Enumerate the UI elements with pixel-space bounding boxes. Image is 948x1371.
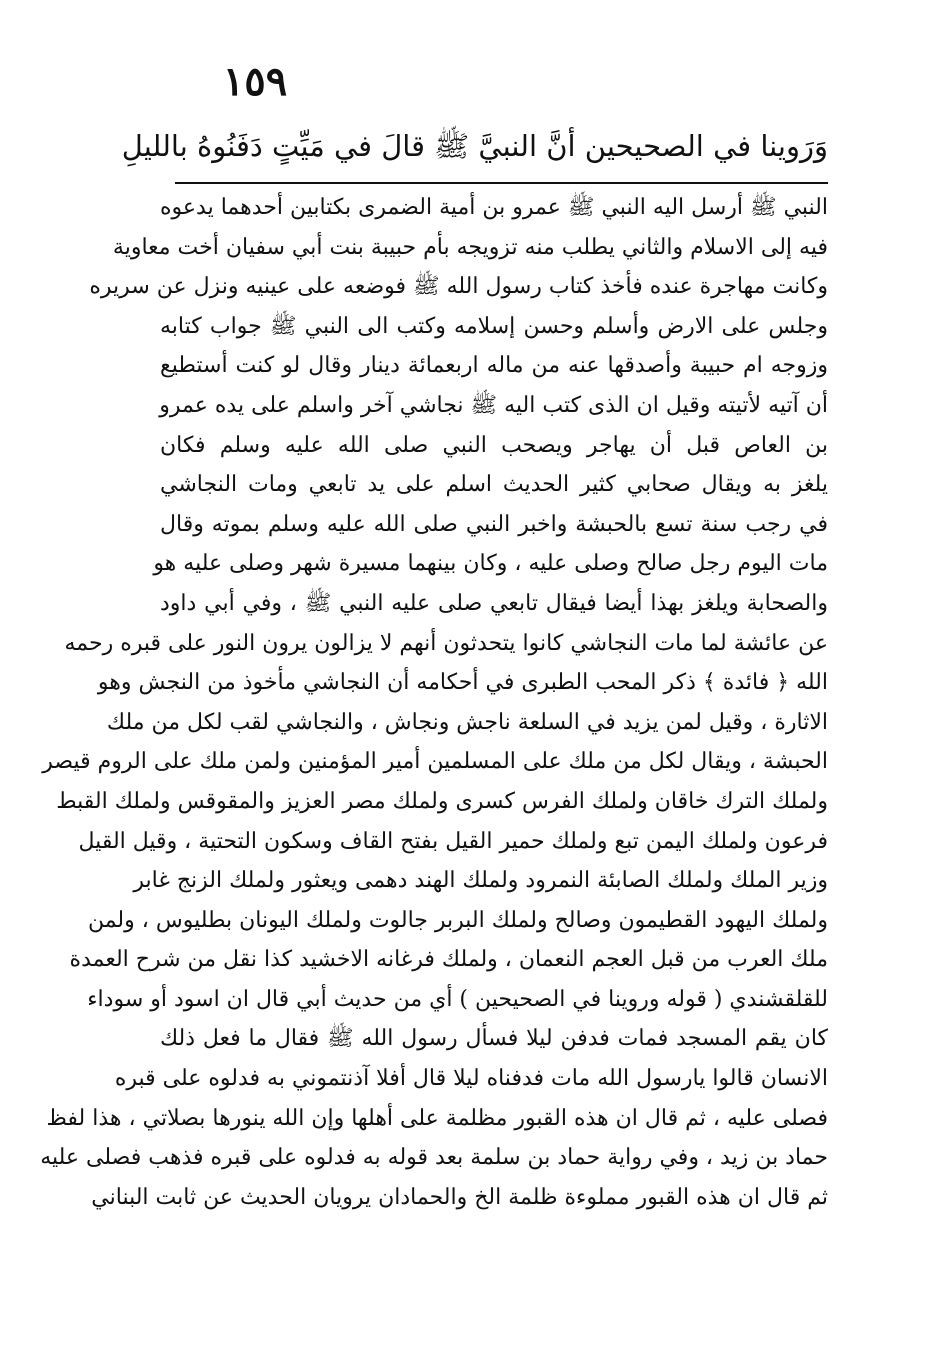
commentary-line: يلغز به ويقال صحابي كثير الحديث اسلم على يد تابعي ومات النجاشي [160,472,828,498]
matn-line: وَرَوينا في الصحيحين أنَّ النبيَّ ﷺ قالَ في مَيِّتٍ دَفَنُوهُ بالليلِ [121,129,828,163]
commentary-line: بن العاص قبل أن يهاجر ويصحب النبي صلى الله عليه وسلم فكان [160,432,828,458]
commentary-line: مات اليوم رجل صالح وصلى عليه ، وكان بينهما مسيرة شهر وصلى عليه هو [153,551,828,577]
commentary-line: للقلقشندي ( قوله وروينا في الصحيحين ) أي من حديث أبي قال ان اسود أو سوداء [87,986,828,1012]
commentary-line: الانسان قالوا يارسول الله مات فدفناه ليلا قال أفلا آذنتموني به فدلوه على قبره [114,1066,828,1092]
commentary-line: فرعون ولملك اليمن تبع ولملك حمير القيل بفتح القاف وسكون التحتية ، وقيل القيل [78,828,828,854]
commentary-line: الحبشة ، ويقال لكل من ملك على المسلمين أمير المؤمنين ولمن ملك على الروم قيصر [42,749,828,775]
commentary-line: والصحابة ويلغز بهذا أيضا فيقال تابعي صلى عليه النبي ﷺ ، وفي أبي داود [160,590,828,616]
commentary-line: فيه إلى الاسلام والثاني يطلب منه تزويجه بأم حبيبة بنت أبي سفيان أخت معاوية [112,234,828,260]
commentary-text [40,188,828,1217]
commentary-line: الله ﴿ فائدة ﴾ ذكر المحب الطبرى في أحكامه أن النجاشي مأخوذ من النجش وهو [97,670,828,696]
commentary-line: وزوجه ام حبيبة وأصدقها عنه من ماله اربعمائة دينار وقال لو كنت أستطيع [160,353,828,379]
commentary-line: ولملك الترك خاقان ولملك الفرس كسرى ولملك مصر العزيز والمقوقس ولملك القبط [56,788,828,814]
commentary-line: الاثارة ، وقيل لمن يزيد في السلعة ناجش ونجاش ، والنجاشي لقب لكل من ملك [106,709,828,735]
commentary-line: ثم قال ان هذه القبور مملوءة ظلمة الخ والحمادان يرويان الحديث عن ثابت البناني [91,1184,828,1210]
page-number: ١٥٩ [222,58,288,105]
commentary-line: أن آتيه لأتيته وقيل ان الذى كتب اليه ﷺ نجاشي آخر واسلم على يده عمرو [159,392,828,418]
commentary-line: النبي ﷺ أرسل اليه النبي ﷺ عمرو بن أمية الضمرى بكتابين أحدهما يدعوه [160,195,828,220]
commentary-line: في رجب سنة تسع بالحبشة واخبر النبي صلى الله عليه وسلم بموته وقال [160,511,828,537]
commentary-line: وزير الملك ولملك الصابئة النمرود ولملك الهند دهمى ويعثور ولملك الزنج غابر [133,868,828,894]
commentary-line: حماد بن زيد ، وفي رواية حماد بن سلمة بعد قوله به فدلوه على قبره فذهب فصلى عليه [40,1145,828,1171]
commentary-line: وجلس على الارض وأسلم وحسن إسلامه وكتب الى النبي ﷺ جواب كتابه [160,313,828,339]
separator-rule [175,182,828,184]
commentary-line: كان يقم المسجد فمات فدفن ليلا فسأل رسول الله ﷺ فقال ما فعل ذلك [160,1026,828,1052]
commentary-line: عن عائشة لما مات النجاشي كانوا يتحدثون أنهم لا يزالون يرون النور على قبره رحمه [64,630,828,656]
commentary-line: ملك العرب من قبل العجم النعمان ، ولملك فرغانه الاخشيد كذا نقل من شرح العمدة [69,947,828,973]
commentary-line: فصلى عليه ، ثم قال ان هذه القبور مظلمة على أهلها وإن الله ينورها بصلاتي ، هذا لفظ [46,1105,828,1131]
commentary-line: وكانت مهاجرة عنده فأخذ كتاب رسول الله ﷺ فوضعه على عينيه ونزل عن سريره [89,274,828,300]
commentary-line: ولملك اليهود القطيمون وصالح ولملك البربر جالوت ولملك اليونان بطليوس ، ولمن [87,907,828,933]
